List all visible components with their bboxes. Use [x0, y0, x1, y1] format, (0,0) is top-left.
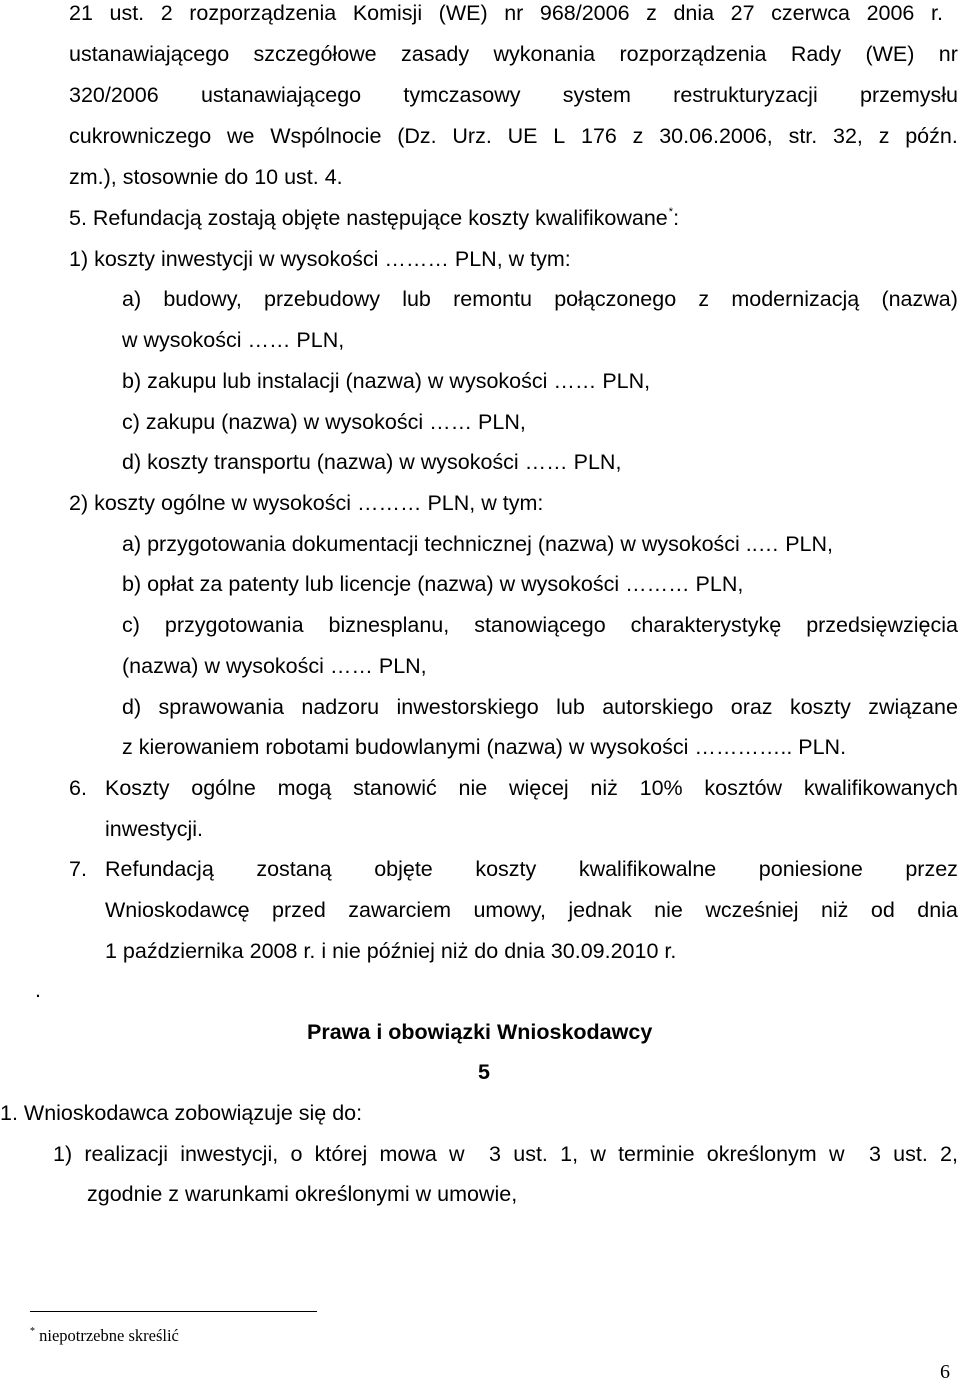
list-item: w wysokości …… PLN,: [122, 328, 345, 352]
list-item: b) zakupu lub instalacji (nazwa) w wysokości …… PLN,: [122, 369, 651, 393]
list-item: a) przygotowania dokumentacji technicznej (nazwa) w wysokości ..… PLN,: [122, 532, 833, 556]
list-item: 2) koszty ogólne w wysokości ……… PLN, w tym:: [69, 491, 544, 515]
footnote: * niepotrzebne skreślić: [30, 1326, 179, 1345]
text-line: cukrowniczego we Wspólnocie (Dz. Urz. UE L 176 z 30.06.2006, str. 32, z późn.: [69, 124, 958, 148]
list-item: 1) koszty inwestycji w wysokości ……… PLN, w tym:: [69, 247, 571, 271]
text-line: 320/2006 ustanawiającego tymczasowy system restrukturyzacji przemysłu: [69, 83, 958, 107]
list-item: d) koszty transportu (nazwa) w wysokości …… PLN,: [122, 450, 622, 474]
text-line: Refundacją zostaną objęte koszty kwalifikowalne poniesione przez: [105, 857, 958, 881]
stray-dot: .: [35, 978, 41, 1002]
list-item: (nazwa) w wysokości …… PLN,: [122, 654, 427, 678]
text-line: Wnioskodawcę przed zawarciem umowy, jednak nie wcześniej niż od dnia: [105, 898, 958, 922]
paragraph-number: 6.: [69, 776, 87, 800]
list-item: 1) realizacji inwestycji, o której mowa w 3 ust. 1, w terminie określonym w 3 ust. 2,: [53, 1142, 958, 1166]
footnote-marker: *: [30, 1326, 35, 1337]
section-number: 5: [478, 1060, 490, 1084]
text-line: Koszty ogólne mogą stanowić nie więcej niż 10% kosztów kwalifikowanych: [105, 776, 958, 800]
text-line: ustanawiającego szczegółowe zasady wykonania rozporządzenia Rady (WE) nr: [69, 42, 958, 66]
section-title: Prawa i obowiązki Wnioskodawcy: [307, 1020, 653, 1044]
paragraph-number: 7.: [69, 857, 87, 881]
list-item: b) opłat za patenty lub licencje (nazwa) w wysokości ……… PLN,: [122, 572, 744, 596]
list-intro: 1. Wnioskodawca zobowiązuje się do:: [0, 1101, 363, 1125]
text-line: inwestycji.: [105, 817, 203, 841]
page-number: 6: [940, 1361, 950, 1383]
footnote-marker: *: [668, 206, 674, 218]
list-item: zgodnie z warunkami określonymi w umowie,: [87, 1182, 518, 1206]
text-line: zm.), stosownie do 10 ust. 4.: [69, 165, 343, 189]
text-line: 21 ust. 2 rozporządzenia Komisji (WE) nr 968/2006 z dnia 27 czerwca 2006 r.: [69, 1, 943, 25]
paragraph-5-intro: 5. Refundacją zostają objęte następujące koszty kwalifikowane*:: [69, 206, 680, 230]
list-item: d) sprawowania nadzoru inwestorskiego lub autorskiego oraz koszty związane: [122, 695, 958, 719]
text-line: 1 października 2008 r. i nie później niż do dnia 30.09.2010 r.: [105, 939, 677, 963]
list-item: a) budowy, przebudowy lub remontu połączonego z modernizacją (nazwa): [122, 287, 958, 311]
list-item: c) przygotowania biznesplanu, stanowiącego charakterystykę przedsięwzięcia: [122, 613, 958, 637]
footnote-separator: [30, 1311, 317, 1312]
list-item: c) zakupu (nazwa) w wysokości …… PLN,: [122, 410, 526, 434]
list-item: z kierowaniem robotami budowlanymi (nazwa) w wysokości ………….. PLN.: [122, 735, 847, 759]
